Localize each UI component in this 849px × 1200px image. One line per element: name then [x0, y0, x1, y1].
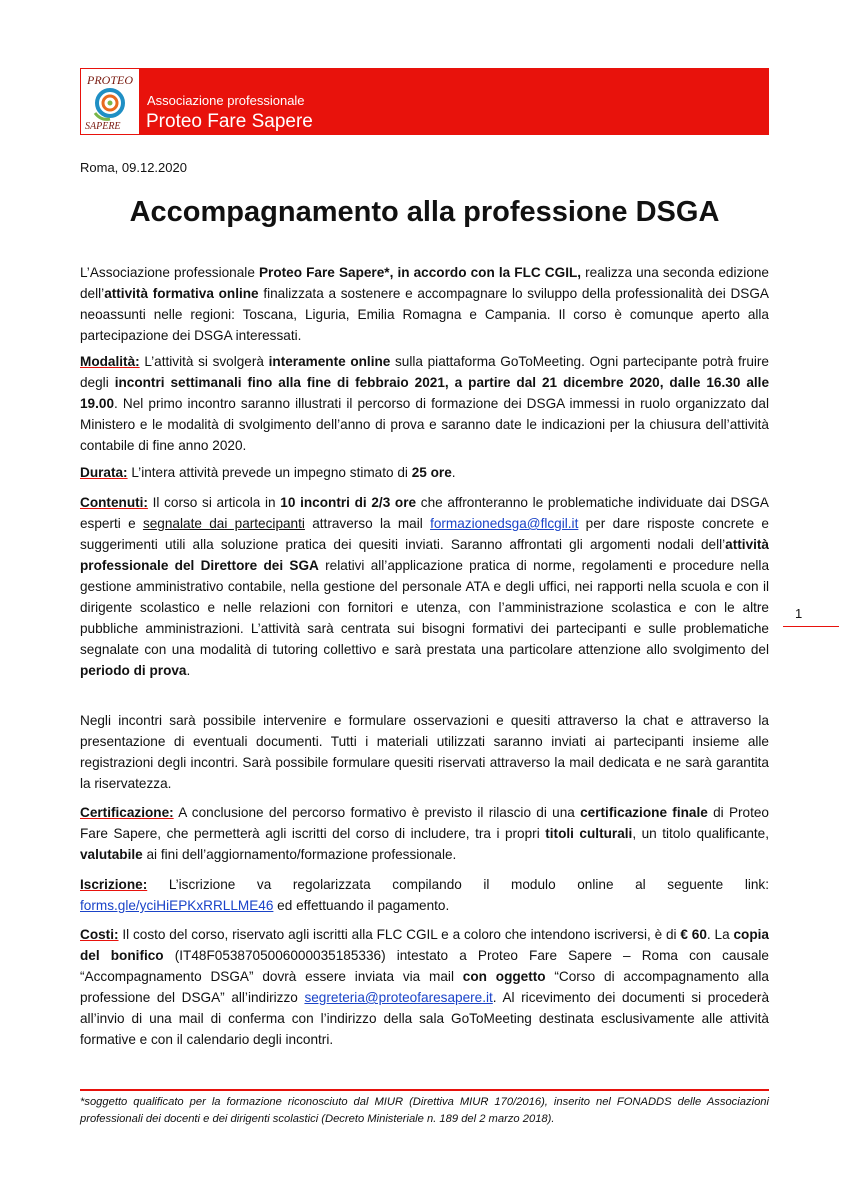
document-title: Accompagnamento alla professione DSGA	[129, 196, 720, 228]
header-title: Proteo Fare Sapere	[146, 111, 313, 132]
contenuti-paragraph: Contenuti: Il corso si articola in 10 incontri di 2/3 ore che affronteranno le problematiche individuate dai DSGA esperti e segnalate dai partecipanti attraverso la mail formazionedsga@flcgil.it per dare risposte concrete e suggerimenti utili alla soluzione pratica dei quesiti inviati. Saranno affrontati gli argomenti nodali dell’attività professionale del Direttore dei SGA relativi all’applicazione pratica di norme, regolamenti e procedure nella gestione amministrativo contabile, nella gestione del personale ATA e degli uffici, nei rapporti nella scuola e con il dirigente scolastico e nelle relazioni con fornitori e utenza, con l’amministrazione scolastica e con le altre pubbliche amministrazioni. L’attività sarà centrata sui bisogni formativi dei partecipanti e sulle problematiche segnalate con una modalità di tutoring collettivo e sarà prestata una particolare attenzione allo svolgimento del periodo di prova.	[80, 495, 769, 678]
header-subtitle: Associazione professionale	[147, 93, 305, 108]
modalita-label: Modalità:	[80, 354, 140, 369]
incontri-paragraph: Negli incontri sarà possibile intervenire e formulare osservazioni e quesiti attraverso la chat e attraverso la presentazione di eventuali documenti. Tutti i materiali utilizzati saranno inviati ai partecipanti insieme alle registrazioni degli incontri. Sarà possibile formulare quesiti riservati attraverso la mail dedicata e ne sarà garantita la riservatezza.	[80, 713, 769, 791]
segreteria-email-link[interactable]: segreteria@proteofaresapere.it	[304, 990, 493, 1005]
proteo-logo-icon	[80, 68, 140, 135]
page-number-rule	[783, 626, 839, 627]
formazione-email-link[interactable]: formazionedsga@flcgil.it	[430, 516, 579, 531]
document-date: Roma, 09.12.2020	[80, 160, 187, 175]
durata-label: Durata:	[80, 465, 128, 480]
iscrizione-form-link[interactable]: forms.gle/yciHiEPKxRRLLME46	[80, 898, 274, 913]
footnote-divider	[80, 1089, 769, 1091]
svg-text:PROTEO: PROTEO	[87, 73, 133, 87]
page-number: 1	[795, 606, 803, 621]
footnote: *soggetto qualificato per la formazione riconosciuto dal MIUR (Direttiva MIUR 170/2016), inserito nel FONADDS delle Associazioni professionali dei docenti e dei dirigenti scolastici (Decreto Ministeriale n. 189 del 2 marzo 2018).	[80, 1096, 769, 1125]
iscrizione-label: Iscrizione:	[80, 877, 148, 892]
iscrizione-paragraph: Iscrizione: L’iscrizione va regolarizzata compilando il modulo online al seguente link: forms.gle/yciHiEPKxRRLLME46 ed effettuando il pagamento.	[80, 877, 769, 913]
svg-text:SAPERE: SAPERE	[85, 121, 121, 132]
durata-paragraph: Durata: L’intera attività prevede un impegno stimato di 25 ore.	[80, 465, 456, 480]
contenuti-label: Contenuti:	[80, 495, 148, 510]
certificazione-paragraph: Certificazione: A conclusione del percorso formativo è previsto il rilascio di una certificazione finale di Proteo Fare Sapere, che permetterà agli iscritti del corso di includere, tra i propri titoli culturali, un titolo qualificante, valutabile ai fini dell’aggiornamento/formazione professionale.	[80, 805, 769, 862]
header-banner	[80, 68, 769, 135]
certificazione-label: Certificazione:	[80, 805, 174, 820]
costi-label: Costi:	[80, 927, 119, 942]
costi-paragraph: Costi: Il costo del corso, riservato agli iscritti alla FLC CGIL e a coloro che intendono iscriversi, è di € 60. La copia del bonifico (IT48F0538705006000035185336) intestato a Proteo Fare Sapere – Roma con causale “Accompagnamento DSGA” dovrà essere inviata via mail con oggetto “Corso di accompagnamento alla professione del DSGA” all’indirizzo segreteria@proteofaresapere.it. Al ricevimento dei documenti si procederà all’invio di una mail di conferma con l’indirizzo della sala GoToMeeting destinata esclusivamente alle attività formative e con il calendario degli incontri.	[80, 927, 770, 1047]
intro-paragraph: L’Associazione professionale Proteo Fare Sapere*, in accordo con la FLC CGIL, realizza una seconda edizione dell’attività formativa online finalizzata a sostenere e accompagnare lo sviluppo della professionalità dei DSGA neoassunti nelle regioni: Toscana, Liguria, Emilia Romagna e Campania. Il corso è comunque aperto alla partecipazione dei DSGA interessati.	[80, 265, 769, 343]
modalita-paragraph: Modalità: L’attività si svolgerà interamente online sulla piattaforma GoToMeeting. Ogni partecipante potrà fruire degli incontri settimanali fino alla fine di febbraio 2021, a partire dal 21 dicembre 2020, dalle 16.30 alle 19.00. Nel primo incontro saranno illustrati il percorso di formazione dei DSGA immessi in ruolo organizzato dal Ministero e le modalità di svolgimento dell’anno di prova e saranno date le indicazioni per la chiusura dell’attività contabile di fine anno 2020.	[80, 354, 769, 453]
